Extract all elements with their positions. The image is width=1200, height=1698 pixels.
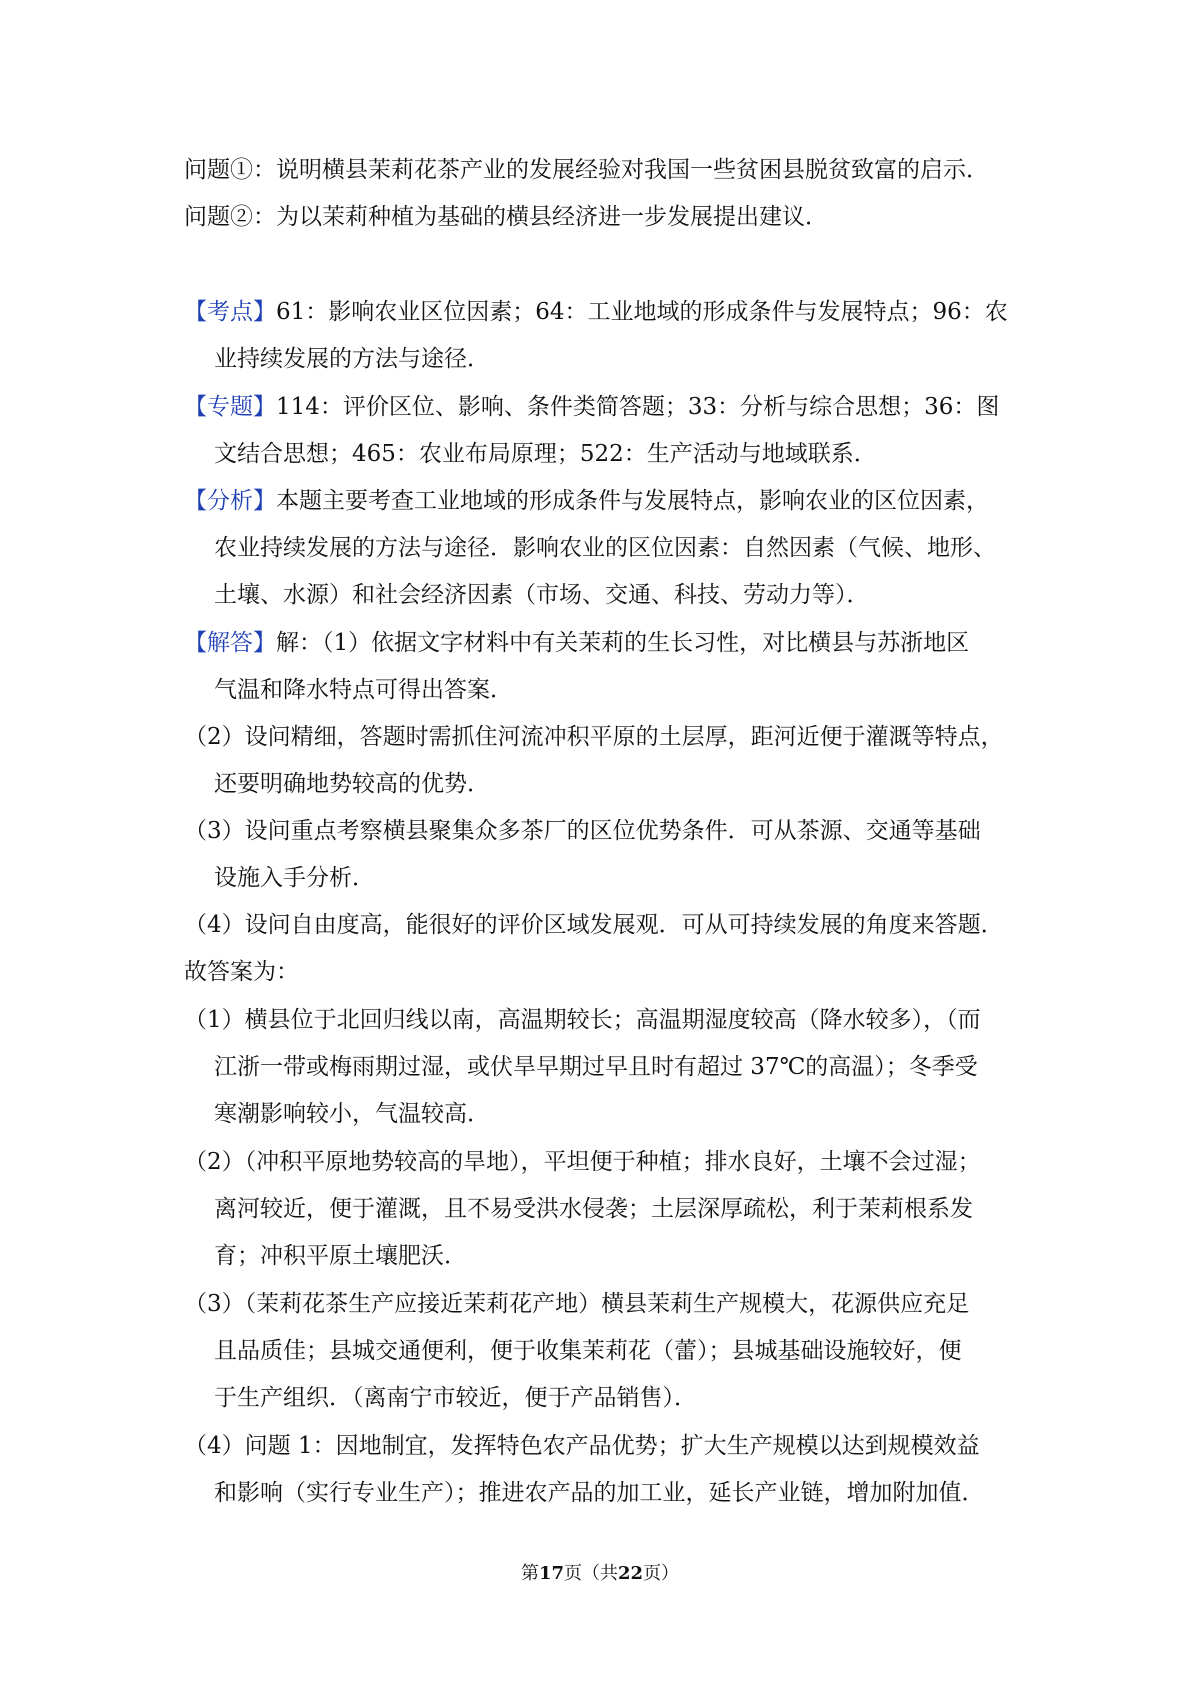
footer-mid: 页（共 bbox=[564, 1563, 618, 1584]
fenxi-text-1: 本题主要考查工业地域的形成条件与发展特点，影响农业的区位因素， bbox=[276, 488, 989, 514]
answer-3-line-3: 于生产组织．（离南宁市较近，便于产品销售）． bbox=[214, 1385, 697, 1411]
zhuanti-line-2: 文结合思想；465：农业布局原理；522：生产活动与地域联系． bbox=[214, 441, 877, 467]
jieda-line-1 bbox=[184, 628, 969, 658]
answer-4-line-1: （4）问题 1：因地制宜，发挥特色农产品优势；扩大生产规模以达到规模效益 bbox=[184, 1433, 980, 1459]
kaodian-line-2: 业持续发展的方法与途径． bbox=[214, 346, 490, 372]
jieda-p4-line-1: （4）设问自由度高，能很好的评价区域发展观．可从可持续发展的角度来答题． bbox=[184, 912, 1004, 938]
answer-2-line-1: （2）（冲积平原地势较高的旱地），平坦便于种植；排水良好，土壤不会过湿； bbox=[184, 1149, 981, 1175]
jieda-p2-line-2: 还要明确地势较高的优势． bbox=[214, 771, 490, 797]
answer-2-line-3: 育；冲积平原土壤肥沃． bbox=[214, 1243, 467, 1269]
fenxi-tag: 【分析】 bbox=[184, 488, 276, 514]
fenxi-line-3: 土壤、水源）和社会经济因素（市场、交通、科技、劳动力等）． bbox=[214, 582, 870, 608]
jieda-p2-line-1: （2）设问精细，答题时需抓住河流冲积平原的土层厚，距河近便于灌溉等特点， bbox=[184, 724, 1004, 750]
fenxi-line-1 bbox=[184, 486, 989, 516]
zhuanti-line-1 bbox=[184, 392, 999, 422]
jieda-p3-line-1: （3）设问重点考察横县聚集众多茶厂的区位优势条件．可从茶源、交通等基础 bbox=[184, 818, 981, 844]
answer-intro: 故答案为： bbox=[184, 959, 299, 985]
page-footer bbox=[0, 1562, 1200, 1586]
zhuanti-text-1: 114：评价区位、影响、条件类简答题；33：分析与综合思想；36：图 bbox=[276, 394, 1000, 420]
footer-suffix: 页） bbox=[643, 1563, 680, 1584]
footer-page-number: 17 bbox=[538, 1563, 564, 1584]
answer-2-line-2: 离河较近，便于灌溉，且不易受洪水侵袭；土层深厚疏松，利于茉莉根系发 bbox=[214, 1196, 973, 1222]
kaodian-tag: 【考点】 bbox=[184, 299, 276, 325]
question-2: 问题②：为以茉莉种植为基础的横县经济进一步发展提出建议． bbox=[184, 204, 828, 230]
jieda-p3-line-2: 设施入手分析． bbox=[214, 865, 375, 891]
answer-1-line-1: （1）横县位于北回归线以南，高温期较长；高温期湿度较高（降水较多），（而 bbox=[184, 1007, 981, 1033]
answer-4-line-2: 和影响（实行专业生产）；推进农产品的加工业，延长产业链，增加附加值． bbox=[214, 1480, 985, 1506]
footer-total-pages: 22 bbox=[618, 1563, 644, 1584]
question-1: 问题①：说明横县茉莉花茶产业的发展经验对我国一些贫困县脱贫致富的启示． bbox=[184, 157, 989, 183]
answer-3-line-1: （3）（茉莉花茶生产应接近茉莉花产地）横县茉莉生产规模大，花源供应充足 bbox=[184, 1291, 970, 1317]
kaodian-line-1 bbox=[184, 297, 1008, 327]
fenxi-line-2: 农业持续发展的方法与途径．影响农业的区位因素：自然因素（气候、地形、 bbox=[214, 535, 996, 561]
footer-prefix: 第 bbox=[520, 1563, 539, 1584]
zhuanti-tag: 【专题】 bbox=[184, 394, 276, 420]
answer-3-line-2: 且品质佳；县城交通便利，便于收集茉莉花（蕾）；县城基础设施较好，便 bbox=[214, 1338, 962, 1364]
jieda-tag: 【解答】 bbox=[184, 630, 276, 656]
answer-1-line-2: 江浙一带或梅雨期过湿，或伏旱早期过早且时有超过 37℃的高温）；冬季受 bbox=[214, 1054, 978, 1080]
jieda-text-1: 解：（1）依据文字材料中有关茉莉的生长习性，对比横县与苏浙地区 bbox=[276, 630, 970, 656]
jieda-line-2: 气温和降水特点可得出答案． bbox=[214, 677, 513, 703]
answer-1-line-3: 寒潮影响较小，气温较高． bbox=[214, 1101, 490, 1127]
kaodian-text-1: 61：影响农业区位因素；64：工业地域的形成条件与发展特点；96：农 bbox=[276, 299, 1008, 325]
